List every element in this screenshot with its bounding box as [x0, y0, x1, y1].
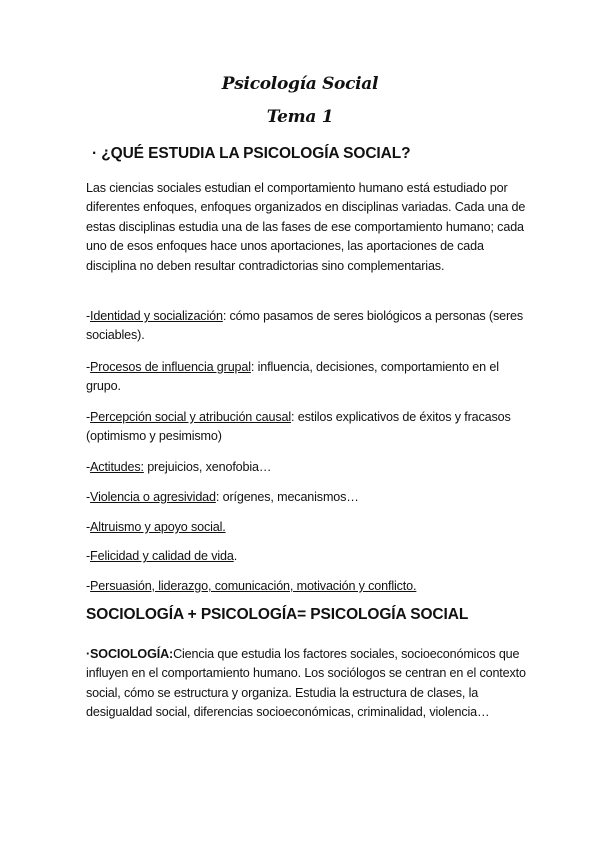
topic-item: -Procesos de influencia grupal: influencia, decisiones, comportamiento en el grupo.: [86, 360, 499, 394]
section1-heading: · ¿QUÉ ESTUDIA LA PSICOLOGÍA SOCIAL?: [92, 145, 411, 162]
topic-term: Felicidad y calidad de vida: [90, 549, 234, 563]
section2-heading: SOCIOLOGÍA + PSICOLOGÍA= PSICOLOGÍA SOCIAL: [86, 606, 469, 623]
document-title: Psicología Social: [221, 74, 379, 94]
topic-term: Violencia o agresividad: [90, 490, 216, 504]
sociologia-text: Ciencia que estudia los factores sociales, socioeconómicos que influyen en el comportamiento humano. Los sociólogos se centran en el contexto social, cómo se estructura y organiza. Estudia la estructura de clases, la desigualdad social, diferencias socioeconómicas, criminalidad, violencia…: [86, 647, 526, 720]
topic-term: Persuasión, liderazgo, comunicación, motivación y conflicto.: [90, 579, 417, 593]
topic-term: Procesos de influencia grupal: [90, 360, 251, 374]
topic-item: -Identidad y socialización: cómo pasamos de seres biológicos a personas (seres sociables).: [86, 309, 524, 343]
topic-item: -Altruismo y apoyo social.: [86, 520, 226, 534]
topic-term: Percepción social y atribución causal: [90, 410, 292, 424]
topic-term: Identidad y socialización: [90, 309, 223, 323]
topic-item: -Percepción social y atribución causal: estilos explicativos de éxitos y fracasos (optimismo y pesimismo): [86, 410, 511, 444]
topic-item: -Felicidad y calidad de vida.: [86, 549, 238, 563]
document-subtitle: Tema 1: [266, 107, 334, 127]
topic-term: Altruismo y apoyo social.: [90, 520, 226, 534]
sociologia-paragraph: [86, 645, 526, 723]
topic-term: Actitudes:: [90, 460, 144, 474]
topic-item: -Persuasión, liderazgo, comunicación, motivación y conflicto.: [86, 579, 417, 593]
section1-intro: Las ciencias sociales estudian el comportamiento humano está estudiado por diferentes enfoques, enfoques organizados en disciplinas variadas. Cada una de estas disciplinas estudia una de las fases de ese comportamiento humano; cada uno de esos enfoques hace unos aportaciones, las aportaciones de cada disciplina no deben resultar contradictorias sino complementarias.: [86, 181, 526, 273]
topic-item: -Violencia o agresividad: orígenes, mecanismos…: [86, 490, 359, 504]
sociologia-lead: ·SOCIOLOGÍA:: [86, 647, 174, 661]
topic-item: -Actitudes: prejuicios, xenofobia…: [86, 460, 272, 474]
